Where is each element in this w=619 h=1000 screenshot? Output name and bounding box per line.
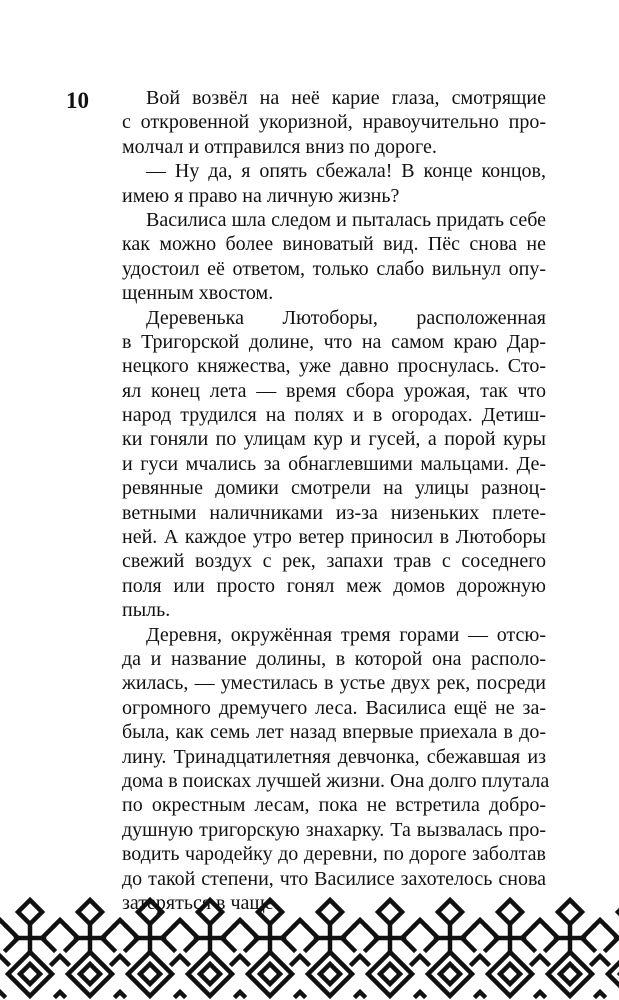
- text-line: свежий воздух с рек, запахи трав с соседнего: [122, 550, 546, 573]
- text-line: с откровенной укоризной, нравоучительно про-: [122, 111, 546, 134]
- ornament-pattern: [0, 896, 619, 1000]
- text-line: ней. А каждое утро ветер приносил в Лютоборы: [122, 526, 546, 549]
- text-line: ревянные домики смотрели на улицы разноц-: [122, 477, 546, 500]
- page-number: 10: [66, 88, 89, 113]
- text-line: — Ну да, я опять сбежала! В конце концов,: [146, 160, 546, 183]
- text-line: как можно более виноватый вид. Пёс снова не: [122, 233, 546, 256]
- text-line: огромного дремучего леса. Василиса ещё не за-: [122, 696, 546, 719]
- text-line: нецкого княжества, уже давно проснулась. Сто-: [122, 355, 546, 378]
- text-line: ял конец лета — время сбора урожая, так что: [122, 379, 546, 402]
- text-line: щенным хвостом.: [122, 282, 274, 305]
- text-line: была, как семь лет назад впервые приехала в до-: [122, 721, 546, 744]
- text-line: и гуси мчались за обнаглевшими мальцами. Де-: [122, 452, 546, 475]
- text-line: Вой возвёл на неё карие глаза, смотрящие: [146, 87, 546, 109]
- text-line: Деревенька Лютоборы, расположенная: [146, 306, 546, 329]
- text-line: поля или просто гонял меж домов дорожную: [122, 574, 546, 597]
- text-line: Василиса шла следом и пыталась придать себе: [146, 208, 546, 231]
- text-line: народ трудился на полях и в огородах. Детиш-: [122, 404, 546, 427]
- text-line: душную тригорскую знахарку. Та вызвалась про-: [122, 818, 546, 841]
- paragraph: [122, 623, 550, 916]
- text-line: удостоил её ответом, только слабо вильнул опу-: [122, 257, 546, 280]
- text-line: имею я право на личную жизнь?: [122, 184, 400, 207]
- text-line: да и название долины, в которой она располо-: [122, 647, 546, 670]
- text-line: водить чародейку до деревни, по дороге заболтав: [122, 843, 546, 866]
- text-line: до такой степени, что Василисе захотелось снова: [122, 867, 546, 890]
- text-line: ки гоняли по улицам кур и гусей, а порой куры: [122, 428, 546, 451]
- folk-ornament-border: [0, 896, 619, 1000]
- text-line: пыль.: [122, 599, 171, 622]
- paragraph: [122, 86, 546, 159]
- paragraph: [122, 208, 546, 306]
- paragraph: [122, 306, 546, 623]
- text-line: Деревня, окружённая тремя горами — отсю-: [146, 623, 546, 646]
- text-line: дома в поисках лучшей жизни. Она долго плутала: [122, 769, 550, 792]
- text-line: в Тригорской долине, что на самом краю Дар-: [122, 330, 546, 353]
- text-line: ветными наличниками из-за низеньких плете-: [122, 501, 546, 524]
- text-line: молчал и отправился вниз по дороге.: [122, 135, 437, 158]
- text-line: по окрестным лесам, пока не встретила добро-: [122, 794, 546, 817]
- text-line: жилась, — уместилась в устье двух рек, посреди: [122, 672, 546, 695]
- body-text: [122, 86, 550, 915]
- paragraph: [122, 159, 546, 208]
- text-line: лину. Тринадцатилетняя девчонка, сбежавшая из: [122, 745, 546, 768]
